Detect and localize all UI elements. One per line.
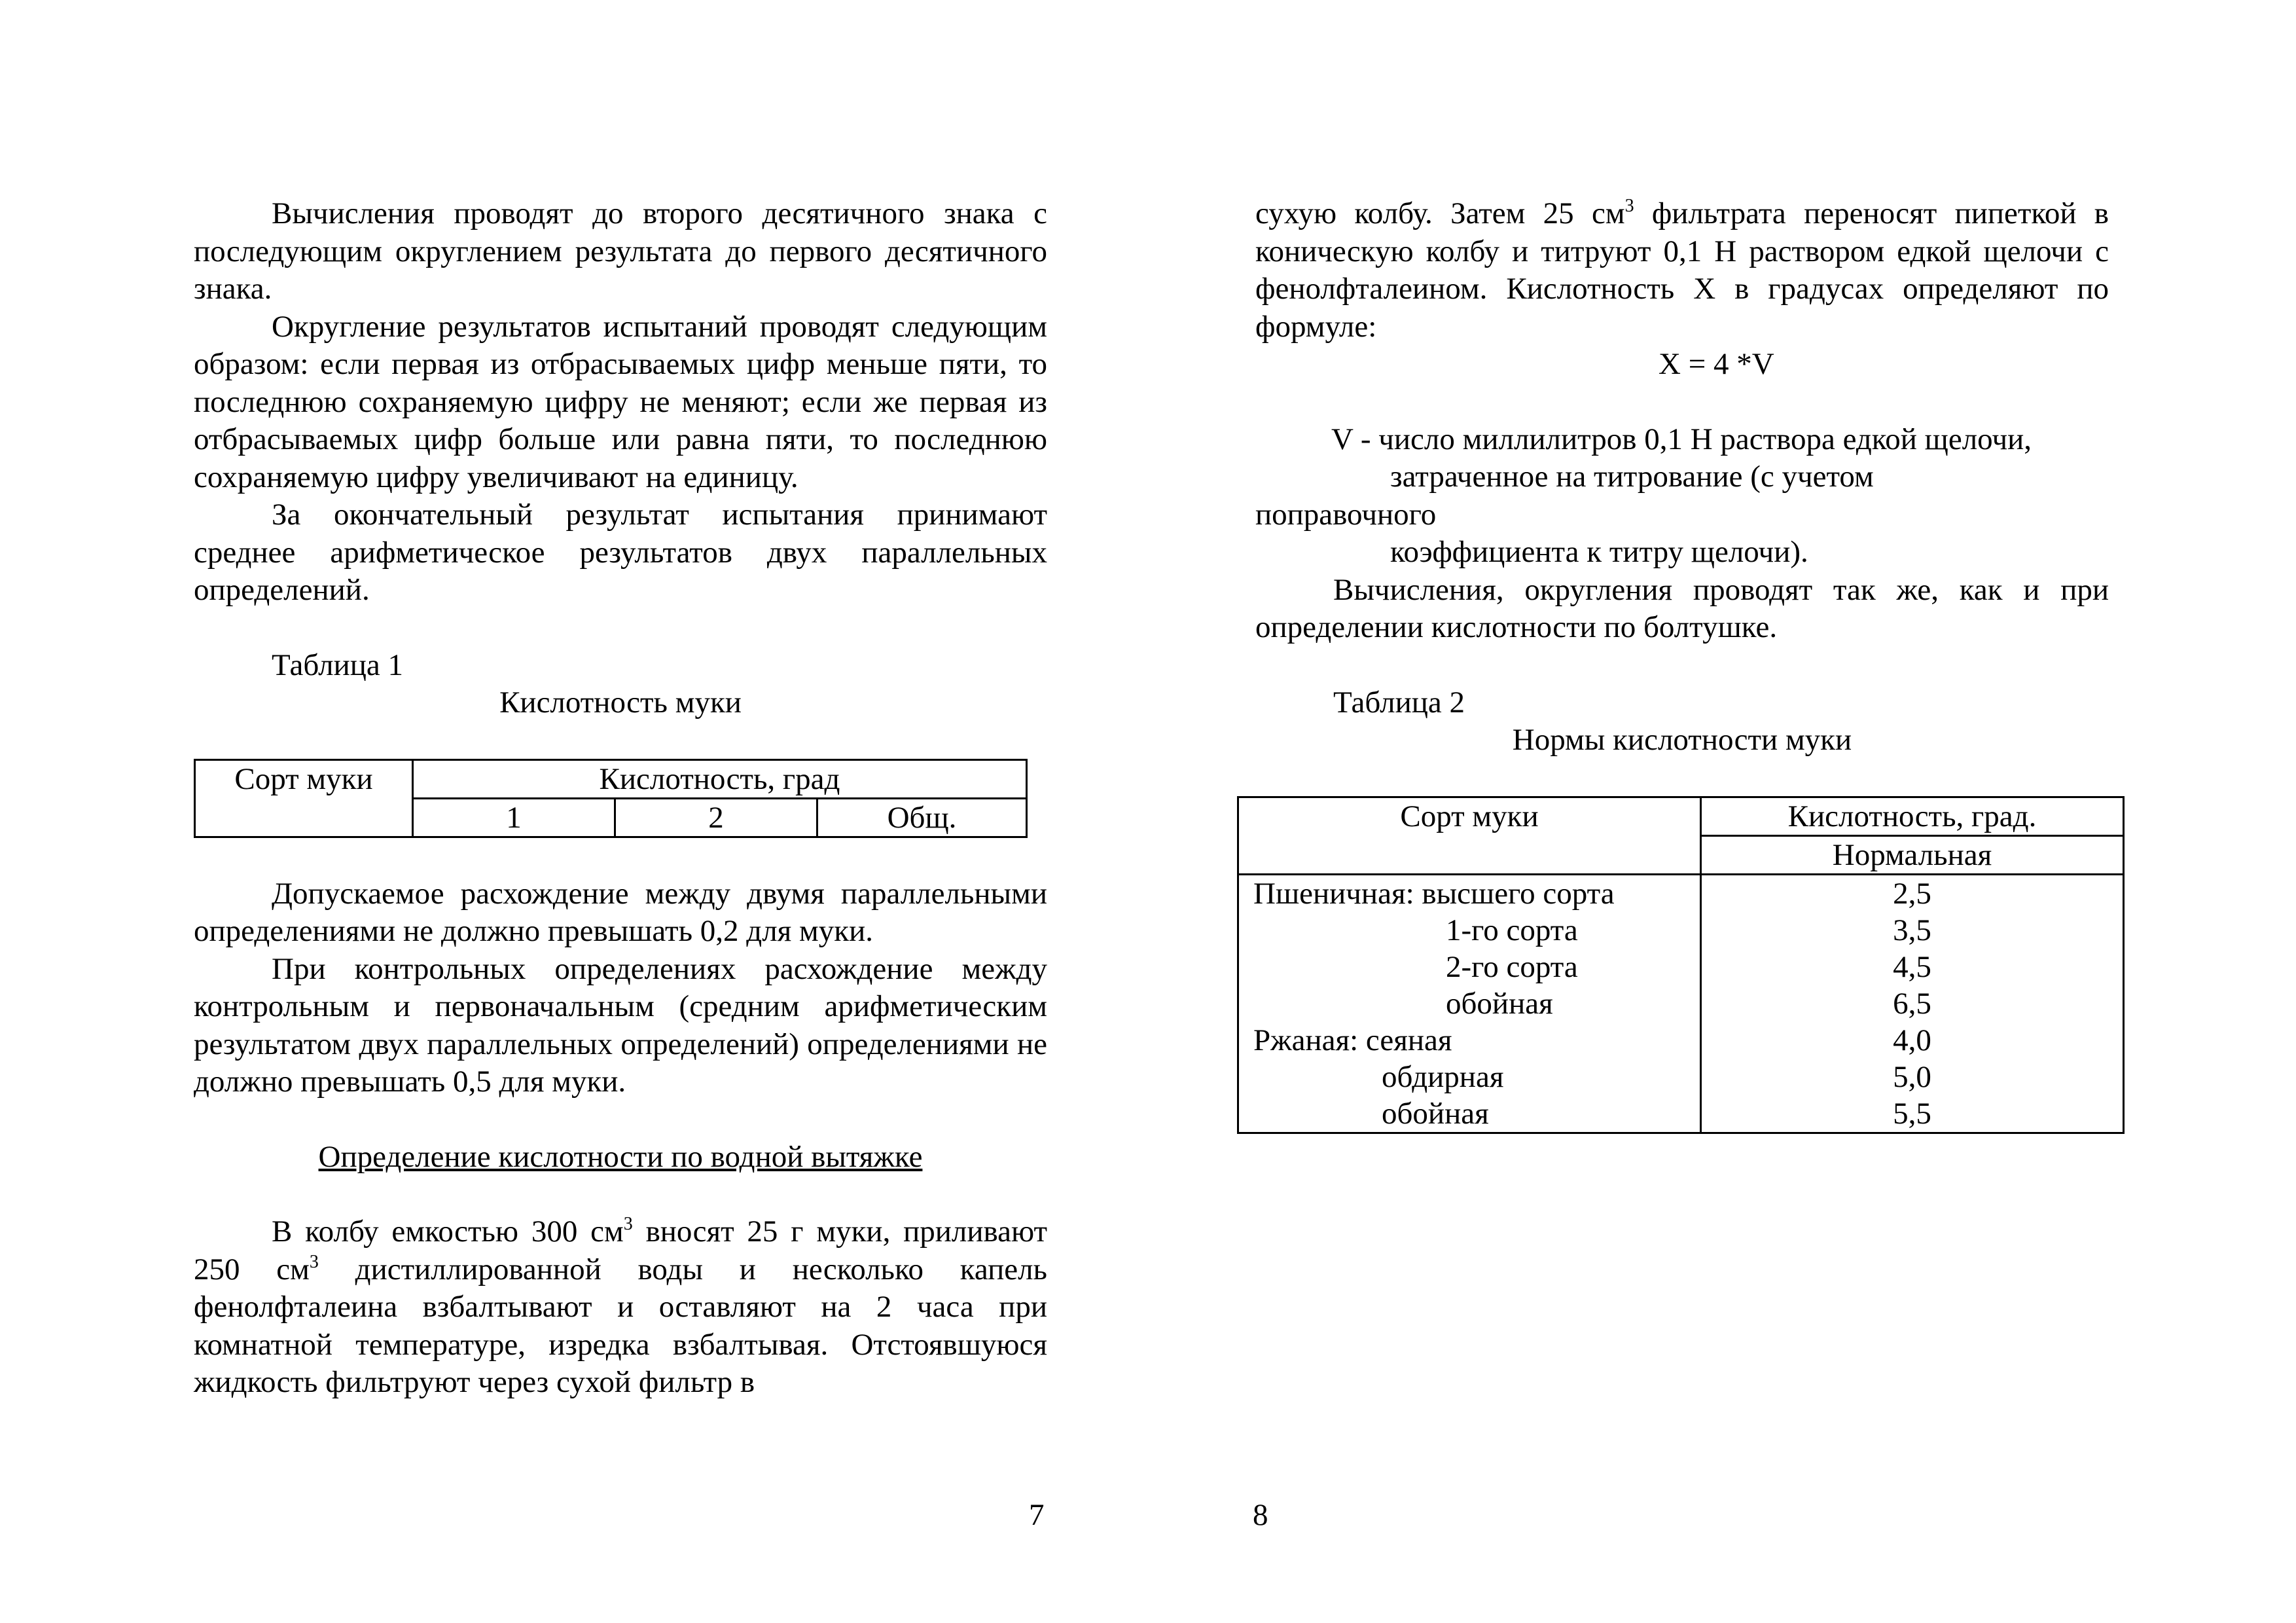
table1-subheader-2: 2 [615,798,817,837]
formula: X = 4 *V [1659,347,1774,381]
definition-v-line3: поправочного [1255,497,1437,532]
table2-header-normal: Нормальная [1701,835,2124,874]
table2-row-names [1238,874,1701,1133]
right-page [1255,195,2109,1134]
table2-row-value: 2,5 [1893,876,1931,911]
table2-row-name: 1-го сорта [1446,913,1578,947]
table2-header-sort: Сорт муки [1238,797,1701,874]
table1-flour-acidity [194,759,1028,838]
table2-row-value: 4,5 [1893,949,1931,984]
table2-row-name: Пшеничная: высшего сорта [1253,876,1615,911]
paragraph-calculation-note: Вычисления, округления проводят так же, как и при определении кислотности по болтушке. [1255,572,2109,644]
table2-label: Таблица 2 [1333,685,1465,720]
paragraph-water-extract: В колбу емкостью 300 $см^3$ вносят 25 г муки, приливают 250 $см^3$ дистиллированной воды и несколько капель фенолфталеина взбалтывают и оставляют на 2 часа при комнатной температуре, изредка взбалтывая. Отстоявшуюся жидкость фильтруют через сухой фильтр в [194,1214,1048,1399]
table2-row-value: 6,5 [1893,986,1931,1021]
paragraph-control-definitions: При контрольных определениях расхождение между контрольным и первоначальным (средним арифметическим результатом двух параллельных определений) определениями не должно превышать 0,5 для муки. [194,951,1047,1099]
table1-subheader-1: 1 [413,798,615,837]
table2-row-name: обдирная [1382,1059,1504,1094]
definition-v-line4: коэффициента к титру щелочи). [1390,535,1808,569]
table1-label: Таблица 1 [272,647,404,682]
table2-row-value: 5,0 [1893,1059,1931,1094]
table2-row-name: обойная [1382,1096,1489,1131]
left-page [194,195,1047,1402]
table1-header-sort: Сорт муки [195,759,413,837]
table1-title: Кислотность муки [499,685,742,720]
table2-row-values [1701,874,2124,1133]
definition-v-line1: V - число миллилитров 0,1 Н раствора едкой щелочи, [1331,422,2032,456]
definition-v-line2: затраченное на титрование (с учетом [1390,460,1874,494]
table2-acidity-norms [1237,796,2125,1134]
table2-row-name: 2-го сорта [1446,949,1578,984]
paragraph-rounding-rule: Округление результатов испытаний проводят следующим образом: если первая из отбрасываемых цифр меньше пяти, то последнюю сохраняемую цифру не меняют; если же первая из отбрасываемых цифр больше или равна пяти, то последнюю сохраняемую цифру увеличивают на единицу. [194,309,1047,494]
page-number-left: 7 [1029,1498,1045,1532]
table1-header-acidity: Кислотность, град [413,759,1027,798]
table2-row-name: Ржаная: сеяная [1253,1023,1452,1057]
paragraph-rounding-precision: Вычисления проводят до второго десятичного знака с последующим округлением результата до первого десятичного знака. [194,196,1047,306]
section-heading: Определение кислотности по водной вытяжке [318,1139,923,1174]
paragraph-allowed-difference: Допускаемое расхождение между двумя параллельными определениями не должно превышать 0,2 для муки. [194,876,1047,948]
table2-row-name: обойная [1446,986,1553,1021]
table1-subheader-total: Общ. [817,798,1027,837]
paragraph-filtrate-titration: сухую колбу. Затем 25 $см^3$ фильтрата переносят пипеткой в коническую колбу и титруют 0,1 Н раствором едкой щелочи с фенолфталеином. Кислотность X в градусах определяют по формуле: [1255,196,2109,344]
table2-row-value: 5,5 [1893,1096,1931,1131]
table2-row-value: 4,0 [1893,1023,1931,1057]
table2-header-acidity: Кислотность, град. [1701,797,2124,835]
table2-title: Нормы кислотности муки [1512,723,1852,757]
paragraph-final-result: За окончательный результат испытания принимают среднее арифметическое результатов двух параллельных определений. [194,498,1047,607]
page-number-right: 8 [1253,1498,1268,1532]
table2-row-value: 3,5 [1893,913,1931,947]
